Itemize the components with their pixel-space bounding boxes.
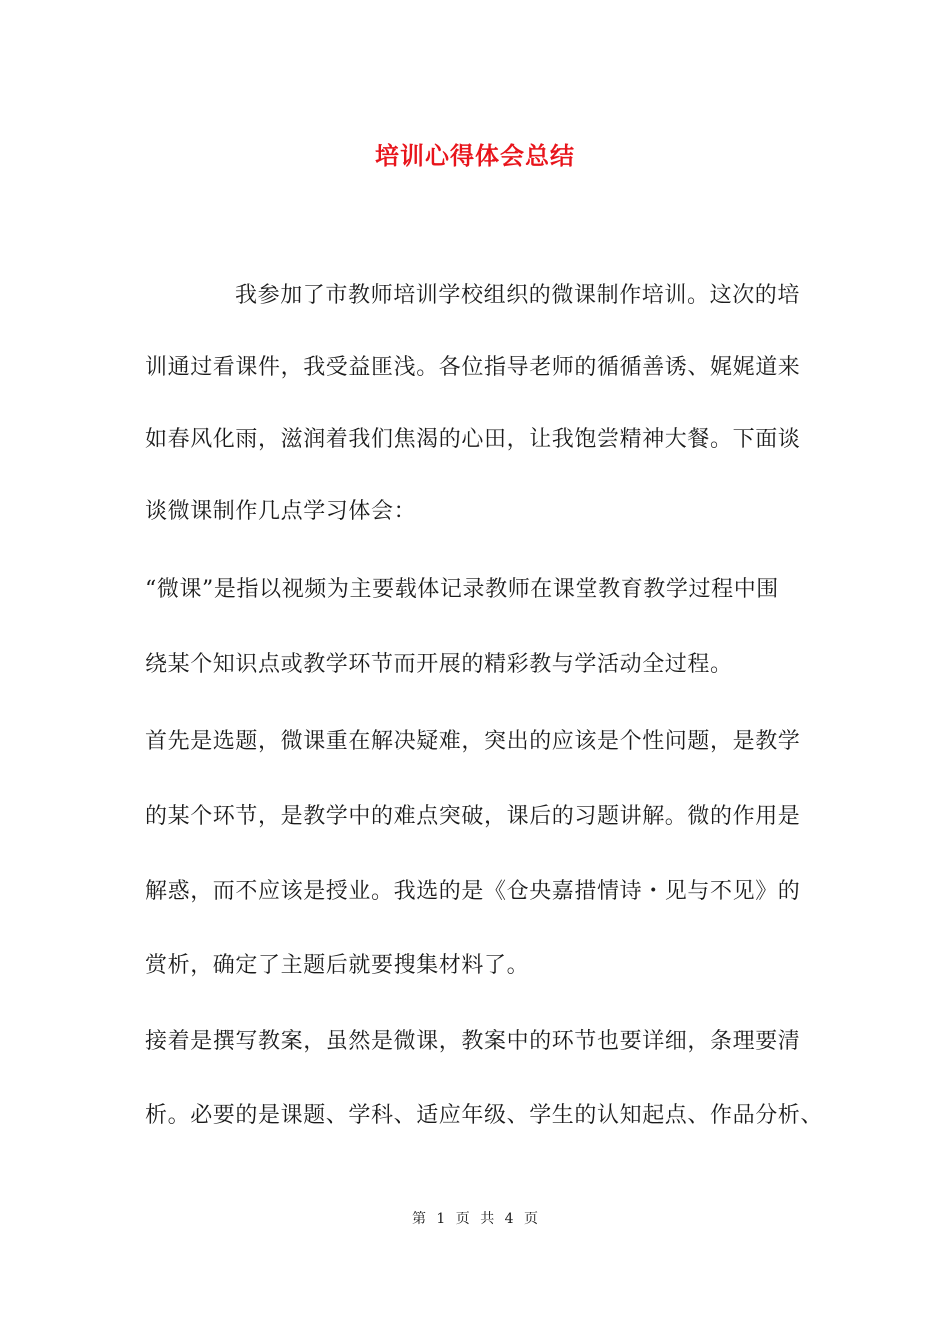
page-label: 第 <box>411 1211 426 1227</box>
paragraph-line: 训通过看课件，我受益匪浅。各位指导老师的循循善诱、娓娓道来 <box>145 355 801 380</box>
paragraph-line: 绕某个知识点或教学环节而开展的精彩教与学活动全过程。 <box>145 652 733 677</box>
paragraph-line: 赏析，确定了主题后就要搜集材料了。 <box>145 953 530 978</box>
paragraph-line: 析。必要的是课题、学科、适应年级、学生的认知起点、作品分析、 <box>145 1103 824 1128</box>
paragraph-line: 首先是选题，微课重在解决疑难，突出的应该是个性问题，是教学 <box>145 729 801 754</box>
page-footer <box>0 1208 950 1228</box>
document-title: 培训心得体会总结 <box>375 141 575 170</box>
total-pages: 4 <box>504 1211 514 1227</box>
paragraph-line: 我参加了市教师培训学校组织的微课制作培训。这次的培 <box>235 283 801 308</box>
total-label: 共 <box>480 1211 495 1227</box>
total-unit: 页 <box>524 1211 539 1227</box>
paragraph-line: 解惑，而不应该是授业。我选的是《仓央嘉措情诗・见与不见》的 <box>145 879 801 904</box>
paragraph-line: 接着是撰写教案，虽然是微课，教案中的环节也要详细，条理要清 <box>145 1029 801 1054</box>
paragraph-line: 如春风化雨，滋润着我们焦渴的心田，让我饱尝精神大餐。下面谈 <box>145 427 801 452</box>
page-unit: 页 <box>455 1211 470 1227</box>
paragraph-line: “微课”是指以视频为主要载体记录教师在课堂教育教学过程中围 <box>145 577 779 602</box>
paragraph-line: 的某个环节，是教学中的难点突破，课后的习题讲解。微的作用是 <box>145 804 801 829</box>
paragraph-line: 谈微课制作几点学习体会： <box>145 499 417 524</box>
page-number: 1 <box>436 1211 446 1227</box>
